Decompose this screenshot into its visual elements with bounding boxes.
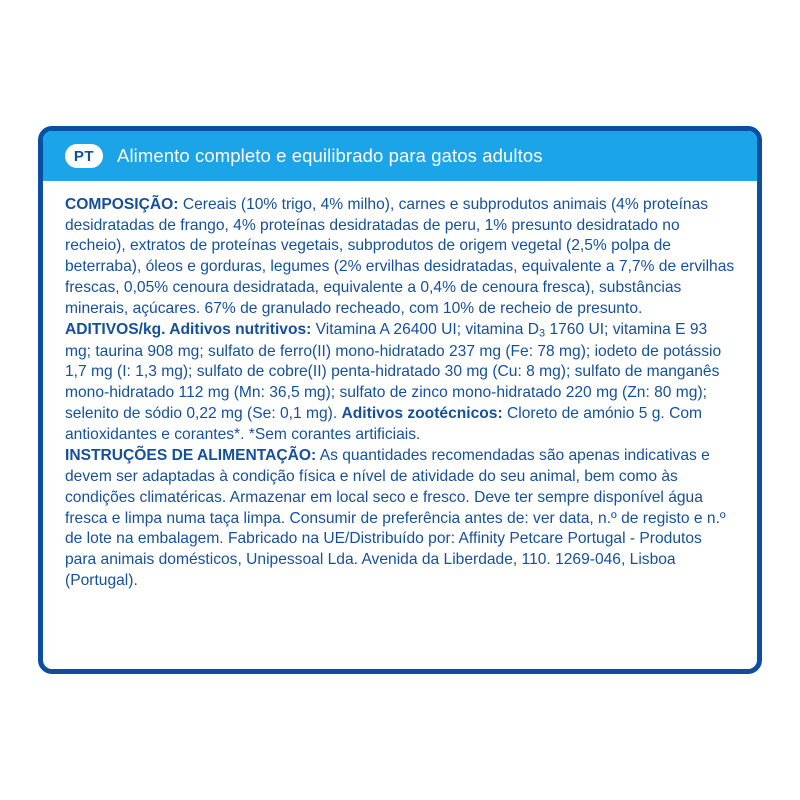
additives-heading: ADITIVOS/kg. Aditivos nutritivos: (65, 321, 312, 339)
zootechnical-additives-text: Cloreto de amónio 5 g. Com antioxidantes e corantes*. *Sem corantes artificiais. (65, 404, 703, 443)
composition-text: Cereais (10% trigo, 4% milho), carnes e subprodutos animais (4% proteínas desidratadas de frango, 4% proteínas desidratadas de peru, 1% presunto desidratado no recheio), extratos de proteínas vegetais, subprodutos de origem vegetal (2,5% polpa de beterraba), óleos e gorduras, legumes (2% ervilhas desidratadas, equivalente a 7,7% de ervilhas frescas, 0,05% cenoura desidratada, equivalente a 0,4% de cenoura fresca), substâncias minerais, açúcares. 67% de granulado recheado, com 10% de recheio de presunto. (65, 196, 735, 317)
feeding-instructions-heading: INSTRUÇÕES DE ALIMENTAÇÃO: (65, 447, 317, 465)
zootechnical-additives-heading: Aditivos zootécnicos: (341, 404, 503, 422)
vitamin-d-subscript: 3 (539, 328, 546, 341)
label-body (43, 181, 757, 602)
feeding-instructions-paragraph (65, 446, 737, 591)
additives-text-before-subscript: Vitamina A 26400 UI; vitamina D (311, 321, 540, 339)
pet-food-label-card (38, 126, 762, 674)
composition-heading: COMPOSIÇÃO: (65, 196, 179, 213)
additives-paragraph (65, 320, 737, 445)
composition-paragraph (65, 195, 737, 319)
header-title: Alimento completo e equilibrado para gatos adultos (117, 145, 543, 166)
language-header-bar (43, 131, 757, 181)
additives-text-after-subscript: 1760 UI; vitamina E 93 mg; taurina 908 mg; sulfato de ferro(II) mono-hidratado 237 mg (Fe: 78 mg); iodeto de potássio 1,7 mg (I: 1,3 mg); sulfato de cobre(II) penta-hidratado 30 mg (Cu: 8 mg); sulfato de manganês mono-hidratado 112 mg (Mn: 36,5 mg); sulfato de zinco mono-hidratado 220 mg (Zn: 80 mg); selenito de sódio 0,22 mg (Se: 0,1 mg). (65, 321, 722, 422)
feeding-instructions-text: As quantidades recomendadas são apenas indicativas e devem ser adaptadas à condição física e nível de atividade do seu animal, bem como às condições climatéricas. Armazenar em local seco e fresco. Deve ter sempre disponível água fresca e limpa numa taça limpa. Consumir de preferência antes de: ver data, n.º de registo e n.º de lote na embalagem. Fabricado na UE/Distribuído por: Affinity Petcare Portugal - Produtos para animais domésticos, Unipessoal Lda. Avenida da Liberdade, 110. 1269-046, Lisboa (Portugal). (65, 447, 726, 589)
language-badge: PT (65, 144, 103, 168)
